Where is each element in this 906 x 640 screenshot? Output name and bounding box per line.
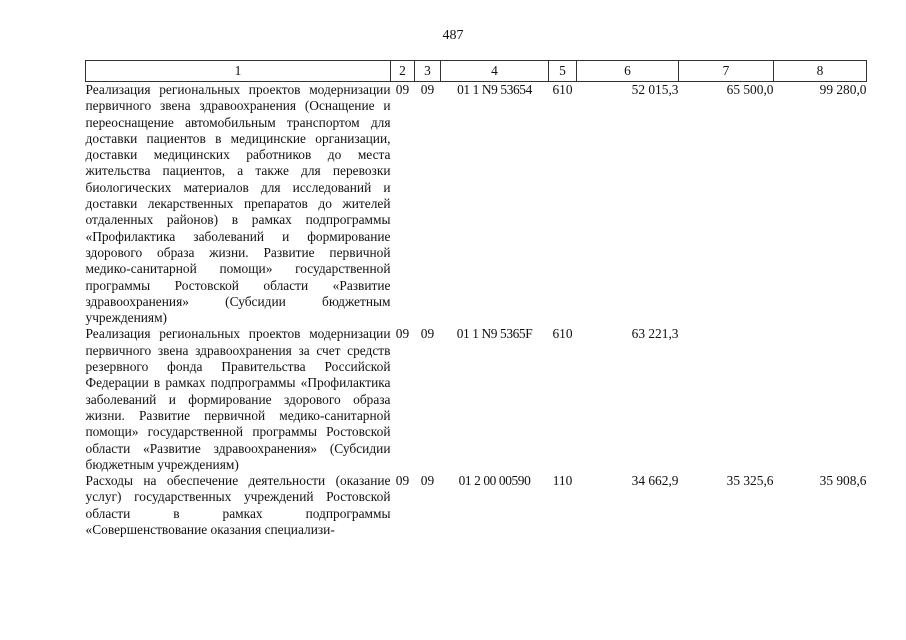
row-expense-type: 110: [552, 473, 573, 489]
header-cell: 1: [86, 61, 391, 82]
row-target-article: 01 1 N9 53654: [457, 82, 532, 97]
row-amount-1: 34 662,9: [631, 473, 679, 489]
table-row: [86, 82, 867, 327]
table-row: [86, 473, 867, 538]
row-amount-2: [679, 326, 774, 473]
row-expense-type: 610: [552, 326, 573, 342]
row-target-article: 01 1 N9 5365F: [456, 326, 533, 342]
table-row: [86, 326, 867, 473]
row-amount-1: 52 015,3: [631, 82, 679, 97]
header-cell: 8: [774, 61, 867, 82]
row-subsection: 09: [420, 473, 435, 489]
table-header-row: [86, 61, 867, 82]
row-description: Реализация региональных проектов модернизации первичного звена здравоохранения за счет средств резервного фонда Правительства Российской Федерации в рамках подпрограммы «Профилактика заболеваний и формирование здорового образа жизни. Развитие первичной медико-санитарной помощи» государственной программы Ростовской области «Развитие здравоохранения» (Субсидии бюджетным учреждениям): [85, 326, 391, 472]
header-cell: 3: [415, 61, 441, 82]
row-section: 09: [395, 326, 410, 342]
row-amount-3: 99 280,0: [819, 82, 867, 97]
row-subsection: 09: [420, 82, 435, 97]
row-expense-type: 610: [552, 82, 573, 97]
header-cell: 5: [549, 61, 577, 82]
header-cell: 6: [577, 61, 679, 82]
row-amount-3: 35 908,6: [819, 473, 867, 489]
row-amount-3: [774, 326, 867, 473]
row-amount-2: 35 325,6: [726, 473, 774, 489]
row-subsection: 09: [420, 326, 435, 342]
row-section: 09: [395, 473, 410, 489]
row-target-article: 01 2 00 00590: [458, 473, 531, 489]
row-section: 09: [395, 82, 410, 97]
page-number: 487: [442, 28, 464, 43]
row-amount-1: 63 221,3: [631, 326, 679, 342]
row-amount-2: 65 500,0: [726, 82, 774, 97]
header-cell: 7: [679, 61, 774, 82]
header-cell: 4: [441, 61, 549, 82]
header-cell: 2: [391, 61, 415, 82]
row-description: Реализация региональных проектов модернизации первичного звена здравоохранения (Оснащение и переоснащение автомобильным транспортом для доставки пациентов в медицинские организации, доставки медицинских работников до места жительства пациентов, а также для перевозки биологических материалов для исследований и доставки лекарственных препаратов до жителей отдаленных районов) в рамках подпрограммы «Профилактика заболеваний и формирование здорового образа жизни. Развитие первичной медико-санитарной помощи» государственной программы Ростовской области «Развитие здравоохранения» (Субсидии бюджетным учреждениям): [85, 82, 391, 326]
budget-table: [85, 60, 867, 538]
row-description: Расходы на обеспечение деятельности (оказание услуг) государственных учреждений Ростовской области в рамках подпрограммы «Совершенствование оказания специализи-: [85, 473, 391, 538]
